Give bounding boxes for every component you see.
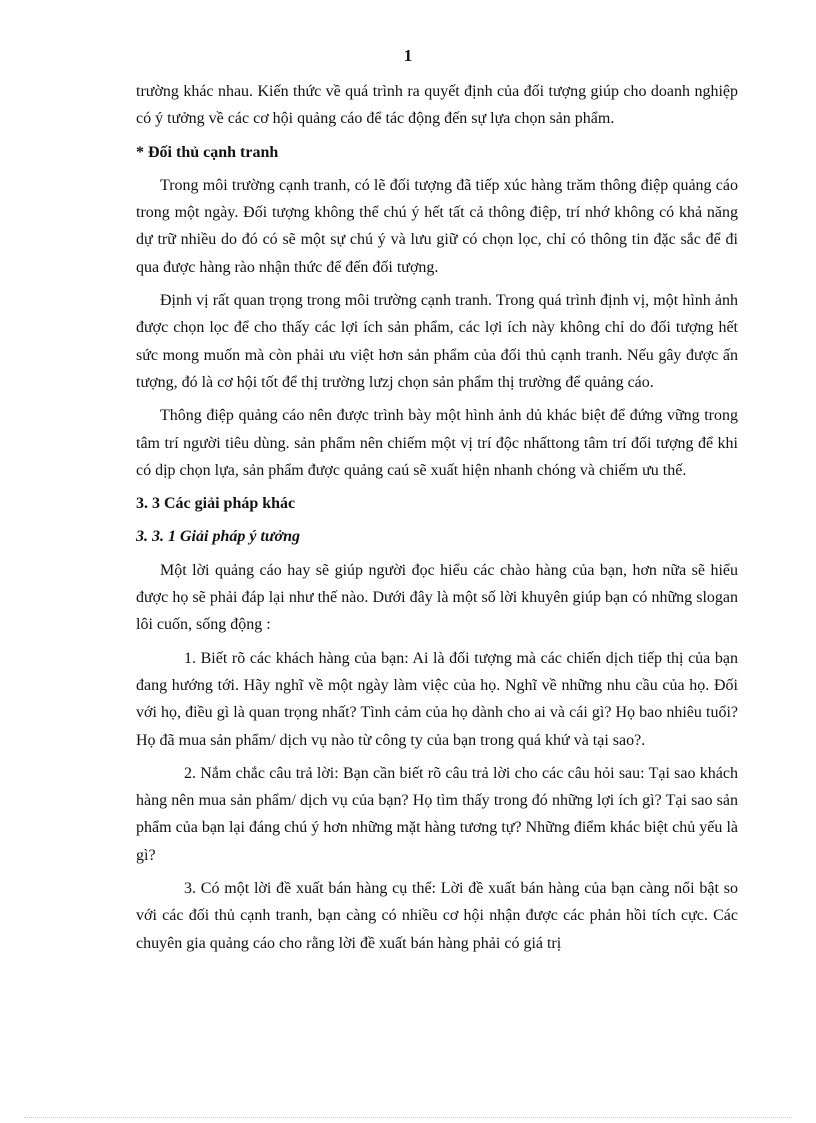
section-heading-other-solutions: 3. 3 Các giải pháp khác [136, 495, 296, 513]
paragraph-competitive-environment: Trong môi trường cạnh tranh, có lẽ đối tượng đã tiếp xúc hàng trăm thông điệp quảng cáo trong một ngày. Đối tượng không thể chú ý hết tất cả thông điệp, trí nhớ không có khả năng dự trữ nhiều do đó có sẽ một sự chú ý và lưu giữ có chọn lọc, chỉ có thông tin đặc sắc để đi qua được hàng rào nhận thức để đến đối tượng. [136, 176, 738, 276]
list-item-know-customers: 1. Biết rõ các khách hàng của bạn: Ai là đối tượng mà các chiến dịch tiếp thị của bạn đang hướng tới. Hãy nghĩ về một ngày làm việc của họ. Nghĩ về những nhu cầu của họ. Đối với họ, điều gì là quan trọng nhất? Tình cảm của họ dành cho ai và cái gì? Họ bao nhiêu tuổi? Họ đã mua sản phẩm/ dịch vụ nào từ công ty của bạn trong quá khứ và tại sao?. [136, 649, 738, 749]
section-heading-competitors: * Đối thủ cạnh tranh [136, 143, 279, 161]
page-bottom-divider [24, 1117, 792, 1118]
paragraph-slogan-advice: Một lời quảng cáo hay sẽ giúp người đọc hiểu các chào hàng của bạn, hơn nữa sẽ hiểu được họ sẽ phải đáp lại như thế nào. Dưới đây là một số lời khuyên giúp bạn có những slogan lôi cuốn, sống động : [136, 561, 738, 634]
subsection-heading-idea-solution: 3. 3. 1 Giải pháp ý tưởng [136, 528, 300, 546]
paragraph-positioning: Định vị rất quan trọng trong môi trường cạnh tranh. Trong quá trình định vị, một hình ảnh được chọn lọc để cho thấy các lợi ích sản phẩm, các lợi ích này không chỉ do đối tượng hết sức mong muốn mà còn phải ưu việt hơn sản phẩm của đối thủ cạnh tranh. Nếu gây được ấn tượng, đó là cơ hội tốt để thị trường lưzj chọn sản phẩm thị trường để quảng cáo. [136, 292, 738, 391]
list-item-sales-proposition: 3. Có một lời đề xuất bán hàng cụ thể: Lời đề xuất bán hàng của bạn càng nổi bật so với các đối thủ cạnh tranh, bạn càng có nhiều cơ hội nhận được các phản hồi tích cực. Các chuyên gia quảng cáo cho rằng lời đề xuất bán hàng phải có giá trị [136, 880, 738, 952]
paragraph-intro-continuation: trường khác nhau. Kiến thức về quá trình ra quyết định của đối tượng giúp cho doanh nghiệp có ý tưởng về các cơ hội quảng cáo để tác động đến sự lựa chọn sản phẩm. [136, 83, 738, 128]
page-number: 1 [403, 46, 413, 65]
paragraph-ad-message: Thông điệp quảng cáo nên được trình bày một hình ảnh dủ khác biệt để đứng vững trong tâm trí người tiêu dùng. sản phẩm nên chiếm một vị trí độc nhấttong tâm trí đối tượng để khi có dịp chọn lựa, sản phẩm được quảng caú sẽ xuất hiện nhanh chóng và chiếm ưu thế. [136, 407, 738, 479]
document-body [136, 78, 738, 963]
list-item-know-answers: 2. Nắm chắc câu trả lời: Bạn cần biết rõ câu trả lời cho các câu hỏi sau: Tại sao khách hàng nên mua sản phẩm/ dịch vụ của bạn? Họ tìm thấy trong đó những lợi ích gì? Tại sao sản phẩm của bạn lại đáng chú ý hơn những mặt hàng tương tự? Những điểm khác biệt chủ yếu là gì? [136, 764, 738, 864]
